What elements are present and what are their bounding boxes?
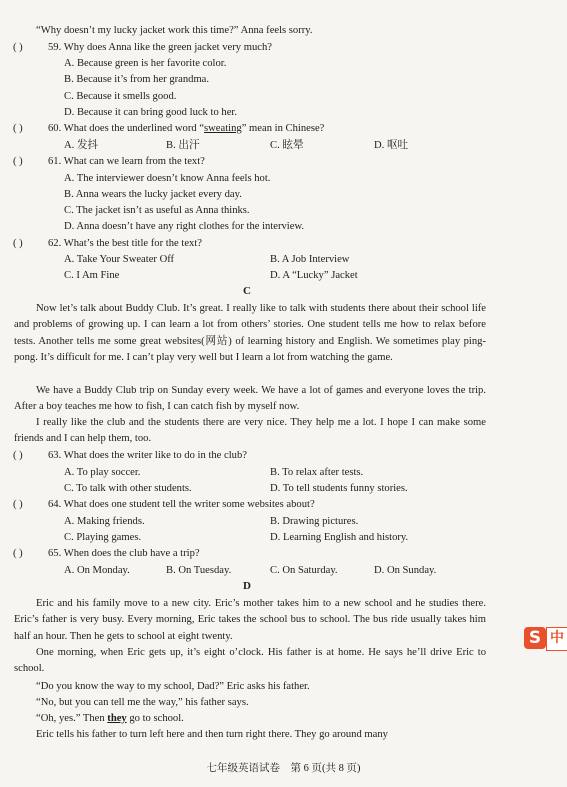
answer-blank-61: ( ): [13, 156, 23, 167]
q65-option-d: D. On Sunday.: [374, 565, 437, 576]
passage-d-paragraph-5: “Oh, yes.” Then they go to school.: [36, 713, 184, 724]
q59-option-c: C. Because it smells good.: [64, 91, 177, 102]
logo-s-icon: S: [524, 627, 546, 649]
q64-option-b: B. Drawing pictures.: [270, 516, 359, 527]
q59-option-b: B. Because it’s from her grandma.: [64, 74, 210, 85]
passage-d-paragraph-4: “No, but you can tell me the way,” his father says.: [36, 697, 249, 708]
underlined-word-they: they: [107, 713, 127, 724]
q61-option-a: A. The interviewer doesn’t know Anna feels hot.: [64, 173, 271, 184]
q63-option-b: B. To relax after tests.: [270, 467, 364, 478]
answer-blank-65: ( ): [13, 548, 23, 559]
answer-blank-60: ( ): [13, 123, 23, 134]
passage-c-paragraph-1: Now let’s talk about Buddy Club. It’s great. I really like to talk with students there about their school life and problems of growing up. I can learn a lot from others’ stories. One student tells me how to relax before tests. Another tells me some great websites(网站) of learning history and English. We sometimes play ping-pong. It’s difficult for me. I can’t play very well but I learn a lot from watching the game.: [14, 303, 486, 363]
q59-option-a: A. Because green is her favorite color.: [64, 58, 227, 69]
q65-option-b: B. On Tuesday.: [166, 565, 232, 576]
q60-option-d: D. 呕吐: [374, 140, 409, 151]
underlined-word: sweating: [204, 123, 242, 134]
question-64: 64. What does one student tell the writer some websites about?: [48, 499, 315, 510]
q64-option-c: C. Playing games.: [64, 532, 142, 543]
answer-blank-59: ( ): [13, 42, 23, 53]
section-c-heading: C: [243, 285, 251, 297]
q61-option-d: D. Anna doesn’t have any right clothes for the interview.: [64, 221, 305, 232]
question-59: 59. Why does Anna like the green jacket very much?: [48, 42, 272, 53]
q61-option-b: B. Anna wears the lucky jacket every day.: [64, 189, 242, 200]
q59-option-d: D. Because it can bring good luck to her.: [64, 107, 237, 118]
question-60: 60. What does the underlined word “sweating” mean in Chinese?: [48, 123, 325, 134]
question-61: 61. What can we learn from the text?: [48, 156, 205, 167]
passage-c-paragraph-3: I really like the club and the students there are very nice. They help me a lot. I hope I can make some friends and I can help them, too.: [14, 417, 486, 445]
q60-option-b: B. 出汗: [166, 140, 200, 151]
section-d-heading: D: [243, 580, 251, 592]
q65-option-a: A. On Monday.: [64, 565, 130, 576]
q62-option-d: D. A “Lucky” Jacket: [270, 270, 358, 281]
answer-blank-63: ( ): [13, 450, 23, 461]
passage-d-paragraph-1: Eric and his family move to a new city. Eric’s mother takes him to a new school and he studies there. Eric’s father is very busy. Every morning, Eric takes the school bus to school. The bus ride usually takes him half an hour. Then he gets to school at eight twenty.: [14, 598, 486, 642]
q61-option-c: C. The jacket isn’t as useful as Anna thinks.: [64, 205, 250, 216]
logo-char: 中: [546, 627, 567, 651]
q60-option-c: C. 眩晕: [270, 140, 304, 151]
q60-option-a: A. 发抖: [64, 140, 99, 151]
answer-blank-62: ( ): [13, 238, 23, 249]
page-footer: 七年级英语试卷 第 6 页(共 8 页): [206, 763, 361, 774]
answer-blank-64: ( ): [13, 499, 23, 510]
passage-d-paragraph-6: Eric tells his father to turn left here and then turn right there. They go around many: [36, 729, 388, 740]
passage-c-paragraph-2: We have a Buddy Club trip on Sunday every week. We have a lot of games and everyone loves the trip. After a boy teaches me how to fish, I can catch fish by myself now.: [14, 385, 486, 413]
q63-option-a: A. To play soccer.: [64, 467, 141, 478]
q62-option-c: C. I Am Fine: [64, 270, 120, 281]
watermark-logo: [524, 627, 567, 651]
q62-option-a: A. Take Your Sweater Off: [64, 254, 175, 265]
question-65: 65. When does the club have a trip?: [48, 548, 200, 559]
q64-option-a: A. Making friends.: [64, 516, 145, 527]
passage-b-last-line: “Why doesn’t my lucky jacket work this time?” Anna feels sorry.: [36, 25, 313, 36]
question-63: 63. What does the writer like to do in the club?: [48, 450, 247, 461]
question-62: 62. What’s the best title for the text?: [48, 238, 202, 249]
q64-option-d: D. Learning English and history.: [270, 532, 409, 543]
q63-option-c: C. To talk with other students.: [64, 483, 192, 494]
q62-option-b: B. A Job Interview: [270, 254, 350, 265]
passage-d-paragraph-2: One morning, when Eric gets up, it’s eight o’clock. His father is at home. He says he’ll drive Eric to school.: [14, 647, 486, 675]
passage-d-paragraph-3: “Do you know the way to my school, Dad?” Eric asks his father.: [36, 681, 310, 692]
q65-option-c: C. On Saturday.: [270, 565, 338, 576]
q63-option-d: D. To tell students funny stories.: [270, 483, 408, 494]
